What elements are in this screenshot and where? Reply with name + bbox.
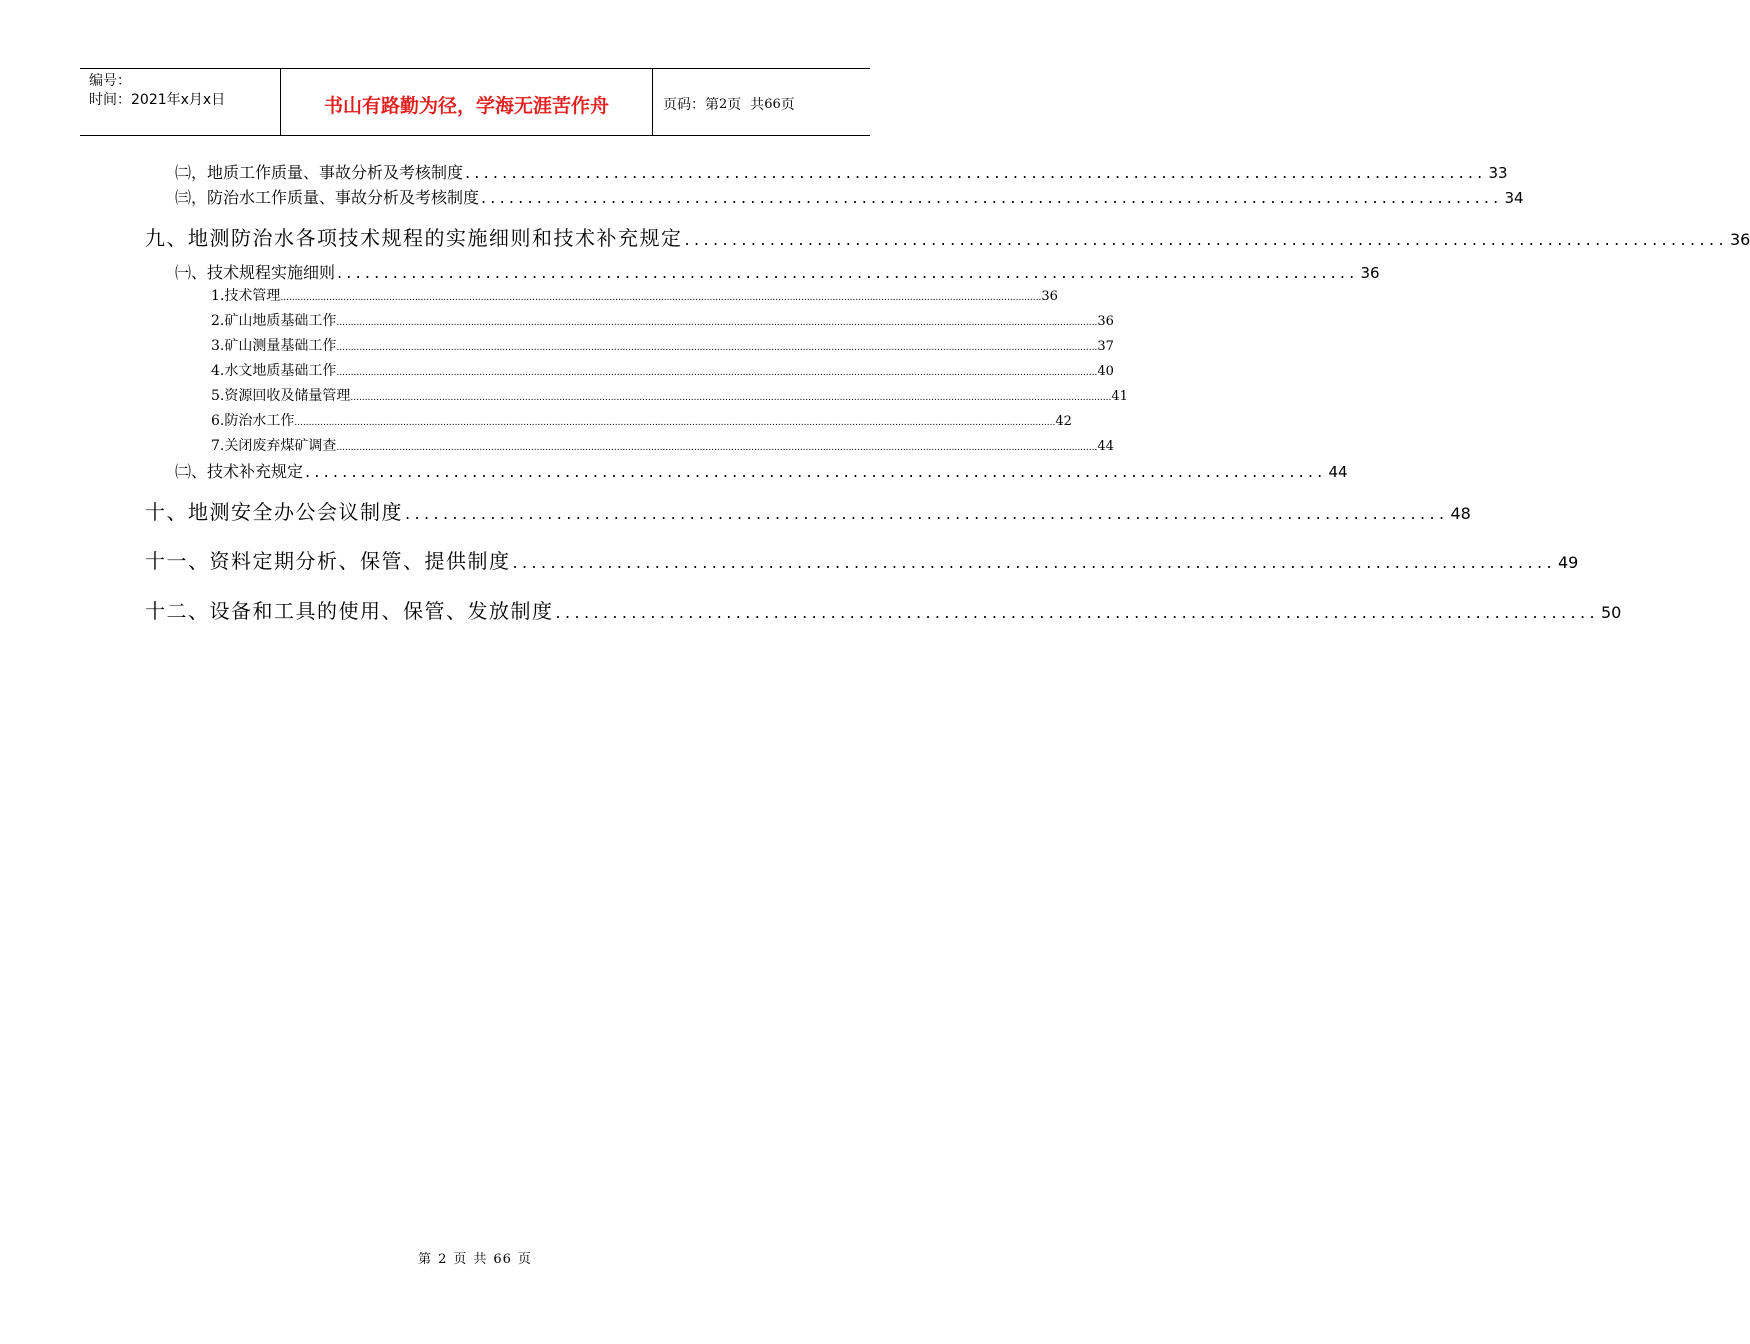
toc-subentry[interactable] xyxy=(211,285,1058,305)
page-footer xyxy=(0,1248,950,1267)
document-number-label: 编号： xyxy=(89,73,131,89)
toc-entry-label: ㈢，防治水工作质量、事故分析及考核制度 xyxy=(175,188,480,207)
toc-entry-page: 50 xyxy=(1600,603,1622,622)
header-page-info xyxy=(653,69,870,135)
page-mid: 页 共 xyxy=(727,97,765,113)
toc-entry-page: 36 xyxy=(1360,264,1380,282)
dot-leader: .......................................................................................................................................................................................................................................................................... xyxy=(294,418,1056,428)
toc-subentry[interactable] xyxy=(211,435,1114,455)
toc-entry-label: 十、地测安全办公会议制度 xyxy=(145,500,403,524)
toc-entry-page: 40 xyxy=(1097,364,1114,379)
footer-mid2: 共 xyxy=(473,1252,488,1267)
toc-entry-page: 49 xyxy=(1557,553,1579,572)
toc-entry-page: 36 xyxy=(1097,314,1114,329)
toc-entry-page: 44 xyxy=(1097,439,1114,454)
toc-entry-page: 44 xyxy=(1328,463,1348,481)
toc-subentry[interactable] xyxy=(211,335,1114,355)
toc-chapter[interactable] xyxy=(145,595,1622,624)
toc-entry-page: 34 xyxy=(1504,189,1524,207)
toc-entry-page: 48 xyxy=(1450,504,1471,523)
page-header xyxy=(80,68,870,136)
dot-leader: .......................................................................................................................................................................................................................................................................... xyxy=(336,318,1098,328)
toc-entry-page: 36 xyxy=(1729,230,1750,249)
toc-entry-page: 33 xyxy=(1488,164,1508,182)
toc-entry-label: 3.矿山测量基础工作 xyxy=(211,338,337,354)
header-info-cell xyxy=(80,69,281,135)
dot-leader: .......................................................................................................................................................................................................................................................................... xyxy=(336,368,1098,378)
toc-entry[interactable] xyxy=(175,459,1348,482)
toc-entry-page: 37 xyxy=(1097,339,1114,354)
toc-entry-label: 十一、资料定期分析、保管、提供制度 xyxy=(145,549,511,573)
toc-entry-label: 九、地测防治水各项技术规程的实施细则和技术补充规定 xyxy=(145,226,683,250)
dot-leader: .......................................................................................................................................................................................................................................................................... xyxy=(350,393,1112,403)
toc-entry-page: 41 xyxy=(1111,389,1128,404)
page-number: 2 xyxy=(719,96,728,112)
toc-chapter[interactable] xyxy=(145,222,1750,251)
footer-page-number: 2 xyxy=(438,1252,448,1267)
toc-entry-label: 7.关闭废弃煤矿调查 xyxy=(211,438,337,454)
dot-leader: .............................................................................................................. xyxy=(555,603,1599,622)
dot-leader: .......................................................................................................................................................................................................................................................................... xyxy=(336,443,1098,453)
toc-entry[interactable] xyxy=(175,160,1508,183)
toc-entry[interactable] xyxy=(175,185,1524,208)
toc-entry-label: 4.水文地质基础工作 xyxy=(211,363,337,379)
dot-leader: .............................................................................................................. xyxy=(305,462,1327,481)
dot-leader: .............................................................................................................. xyxy=(337,263,1359,282)
toc-entry-label: 2.矿山地质基础工作 xyxy=(211,313,337,329)
toc-entry[interactable] xyxy=(175,260,1380,283)
page-prefix: 页码：第 xyxy=(663,97,719,113)
dot-leader: .............................................................................................................. xyxy=(405,504,1449,523)
header-motto: 书山有路勤为径，学海无涯苦作舟 xyxy=(281,69,653,135)
toc-entry-page: 36 xyxy=(1041,289,1058,304)
dot-leader: .............................................................................................................. xyxy=(481,188,1503,207)
page-suffix: 页 xyxy=(780,97,795,113)
toc-entry-page: 42 xyxy=(1055,414,1072,429)
toc-chapter[interactable] xyxy=(145,545,1579,574)
footer-suffix: 页 xyxy=(517,1252,532,1267)
toc-entry-label: 5.资源回收及储量管理 xyxy=(211,388,351,404)
toc-entry-label: ㈡、技术补充规定 xyxy=(175,462,304,481)
toc-subentry[interactable] xyxy=(211,410,1072,430)
footer-page-total: 66 xyxy=(493,1252,512,1267)
dot-leader: .............................................................................................................. xyxy=(684,230,1728,249)
toc-entry-label: 十二、设备和工具的使用、保管、发放制度 xyxy=(145,599,554,623)
dot-leader: .............................................................................................................. xyxy=(512,553,1556,572)
toc-subentry[interactable] xyxy=(211,310,1114,330)
toc-chapter[interactable] xyxy=(145,496,1471,525)
toc-entry-label: ㈡，地质工作质量、事故分析及考核制度 xyxy=(175,163,464,182)
footer-prefix: 第 xyxy=(418,1252,433,1267)
footer-mid1: 页 xyxy=(453,1252,468,1267)
toc-entry-label: 1.技术管理 xyxy=(211,288,281,304)
toc-entry-label: ㈠、技术规程实施细则 xyxy=(175,263,336,282)
dot-leader: .............................................................................................................. xyxy=(465,163,1487,182)
toc-entry-label: 6.防治水工作 xyxy=(211,413,295,429)
document-date: 时间：2021年x月x日 xyxy=(89,92,226,108)
dot-leader: .......................................................................................................................................................................................................................................................................... xyxy=(336,343,1098,353)
toc-subentry[interactable] xyxy=(211,360,1114,380)
dot-leader: .......................................................................................................................................................................................................................................................................... xyxy=(280,293,1042,303)
page-total: 66 xyxy=(764,96,781,112)
toc-subentry[interactable] xyxy=(211,385,1128,405)
